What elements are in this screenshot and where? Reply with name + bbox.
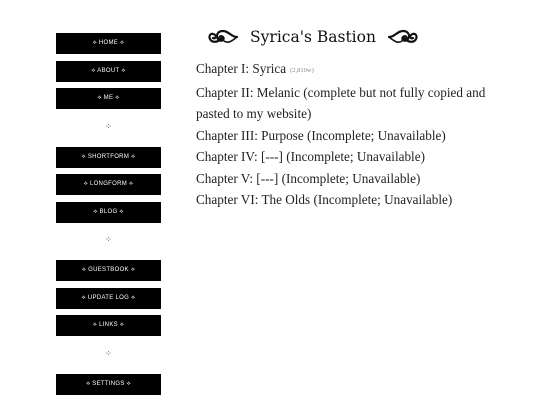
nav-links-button[interactable]: ⟡ LINKS ⟡ <box>56 315 161 336</box>
nav-about-button[interactable]: ⟡ ABOUT ⟡ <box>56 61 161 82</box>
chapter-link-5[interactable]: Chapter V: [---] (Incomplete; Unavailable) <box>196 170 421 186</box>
chapter-link-6[interactable]: Chapter VI: The Olds (Incomplete; Unavailable) <box>196 192 453 207</box>
word-count: (2,810w) <box>290 67 314 74</box>
nav-update-log-button[interactable]: ⟡ UPDATE LOG ⟡ <box>56 288 161 309</box>
chapter-link-2[interactable]: Chapter II: Melanic (complete but not fully copied and pasted to my website) <box>196 84 486 121</box>
nav-guestbook-button[interactable]: ⟡ GUESTBOOK ⟡ <box>56 260 161 281</box>
nav-longform-button[interactable]: ⟡ LONGFORM ⟡ <box>56 174 161 195</box>
nav-separator: ⁘ <box>105 121 112 131</box>
chapter-link-3[interactable]: Chapter III: Purpose (Incomplete; Unavailable) <box>196 127 446 143</box>
nav-shortform-button[interactable]: ⟡ SHORTFORM ⟡ <box>56 147 161 168</box>
main-content <box>196 22 506 211</box>
chapter-label: Chapter I: Syrica <box>196 61 287 76</box>
page-title: Syrica's Bastion <box>250 27 376 46</box>
chapter-link-1[interactable] <box>196 58 506 82</box>
right-flourish-icon <box>387 27 419 47</box>
nav-me-button[interactable]: ⟡ ME ⟡ <box>56 88 161 109</box>
nav-separator: ⁘ <box>105 348 112 358</box>
nav-home-button[interactable]: ⟡ HOME ⟡ <box>56 33 161 54</box>
left-flourish-icon <box>207 27 239 47</box>
sidebar-nav <box>56 33 161 401</box>
nav-separator: ⁘ <box>105 235 112 244</box>
nav-blog-button[interactable]: ⟡ BLOG ⟡ <box>56 202 161 223</box>
chapter-link-4[interactable]: Chapter IV: [---] (Incomplete; Unavailable) <box>196 149 425 164</box>
nav-settings-button[interactable]: ⟡ SETTINGS ⟡ <box>56 374 161 395</box>
page-header <box>196 22 430 50</box>
